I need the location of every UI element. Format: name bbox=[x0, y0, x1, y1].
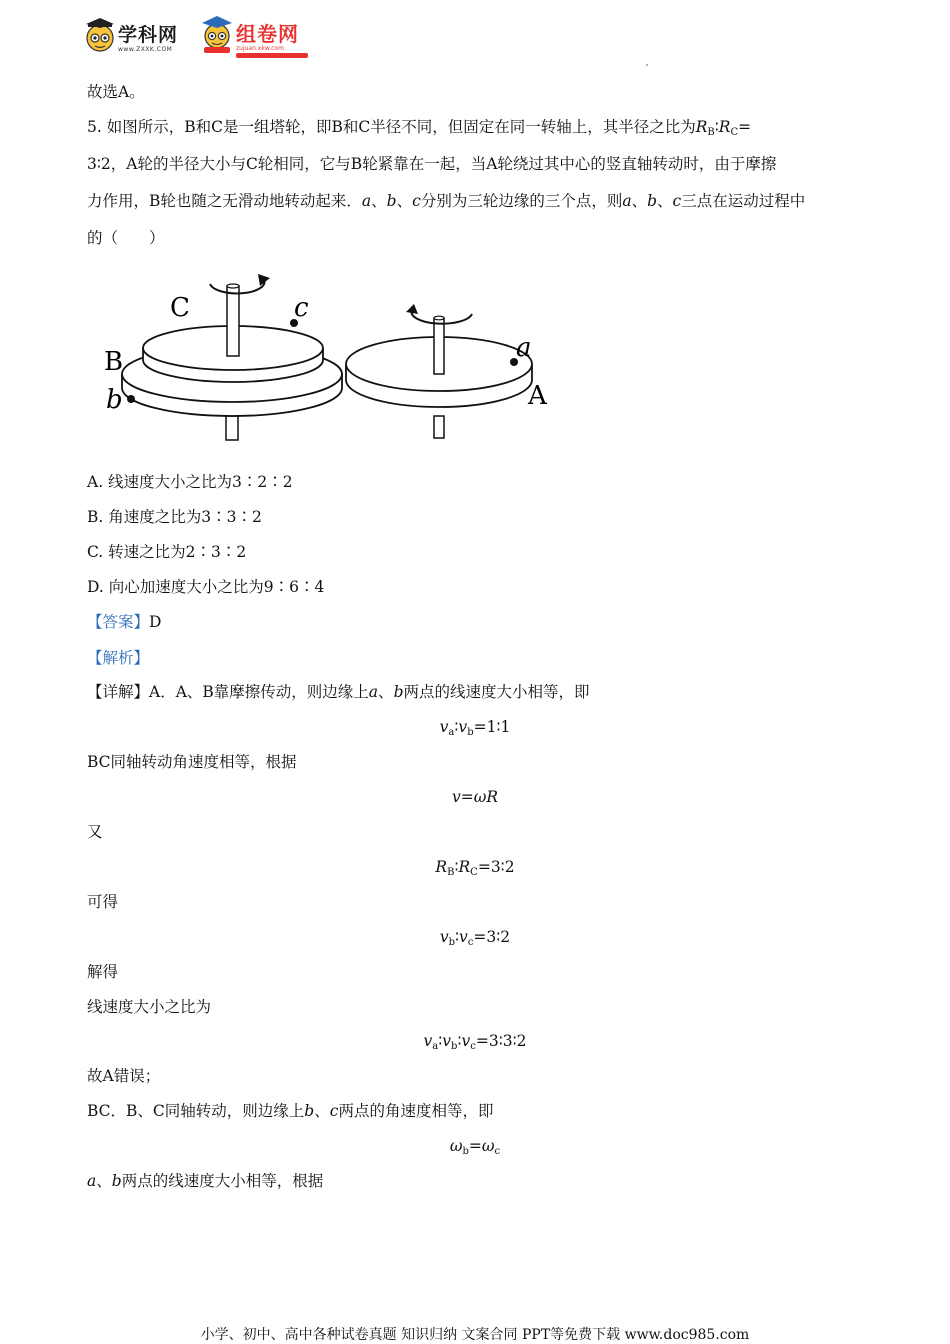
wheels-figure bbox=[100, 266, 570, 446]
detail-line-1: 【详解】A．A、B靠摩擦传动，则边缘上a、b两点的线速度大小相等，即 bbox=[87, 683, 590, 701]
detail-line-4: 可得 bbox=[87, 893, 119, 911]
detail-line-8: BC．B、C同轴转动，则边缘上b、c两点的角速度相等，即 bbox=[87, 1102, 494, 1120]
label-A: A bbox=[528, 381, 547, 411]
detail-line-9: a、b两点的线速度大小相等，根据 bbox=[87, 1172, 324, 1190]
detail-line-6: 线速度大小之比为 bbox=[87, 998, 212, 1016]
equation-5: $v_a∶v_b∶v_c=3∶3∶2$ bbox=[423, 1032, 527, 1052]
equation-1: $v_a∶v_b=1∶1$ bbox=[439, 718, 511, 738]
question-line-4: 的（ ） bbox=[87, 229, 165, 247]
label-b: b bbox=[106, 385, 123, 415]
option-a: A. 线速度大小之比为3∶2∶2 bbox=[87, 473, 293, 491]
detail-line-7: 故A错误； bbox=[87, 1067, 161, 1085]
mascot2-icon bbox=[200, 14, 234, 54]
detail-line-2: BC同轴转动角速度相等，根据 bbox=[87, 753, 297, 771]
point-b bbox=[127, 395, 135, 403]
speck bbox=[646, 64, 648, 66]
equation-2: v=ωR bbox=[451, 788, 499, 806]
equation-6: $\omega_b=\omega_c$ bbox=[449, 1137, 501, 1157]
equation-3: $R_B∶R_C=3∶2$ bbox=[435, 858, 515, 878]
question-line-1: 5. 如图所示，B和C是一组塔轮，即B和C半径不同，但固定在同一转轴上，其半径之比为$R_B∶R_C=$ bbox=[87, 118, 752, 138]
logo1-url: www.ZXXK.COM bbox=[118, 46, 173, 53]
label-a: a bbox=[516, 333, 532, 363]
option-c: C. 转速之比为2∶3∶2 bbox=[87, 543, 247, 561]
label-B: B bbox=[104, 347, 124, 377]
detail-line-5: 解得 bbox=[87, 963, 119, 981]
logo2-name: 组卷网 bbox=[236, 22, 299, 46]
option-b: B. 角速度之比为3∶3∶2 bbox=[87, 508, 262, 526]
equation-4: $v_b∶v_c=3∶2$ bbox=[439, 928, 511, 948]
option-d: D. 向心加速度大小之比为9∶6∶4 bbox=[87, 578, 325, 596]
label-C: C bbox=[170, 293, 190, 323]
question-line-2: 3∶2，A轮的半径大小与C轮相同，它与B轮紧靠在一起，当A轮绕过其中心的竖直轴转动时，由于摩擦 bbox=[87, 155, 777, 173]
logo2-url: zujuan.xkw.com bbox=[236, 45, 284, 52]
logo1-name: 学科网 bbox=[118, 24, 179, 46]
detail-line-3: 又 bbox=[87, 823, 103, 841]
analysis-tag: 【解析】 bbox=[87, 649, 150, 667]
question-line-3: 力作用，B轮也随之无滑动地转动起来．a、b、c分别为三轮边缘的三个点，则a、b、c三点在运动过程中 bbox=[87, 192, 806, 210]
logo2-bar bbox=[236, 53, 308, 58]
mascot-icon bbox=[84, 18, 116, 54]
page-footer: 小学、初中、高中各种试卷真题 知识归纳 文案合同 PPT等免费下载 www.doc985.com bbox=[200, 1327, 750, 1343]
answer-line: 【答案】D bbox=[87, 613, 162, 631]
label-c: c bbox=[294, 293, 309, 323]
header-logo bbox=[84, 14, 314, 58]
prev-tail: 故选A。 bbox=[87, 83, 145, 101]
